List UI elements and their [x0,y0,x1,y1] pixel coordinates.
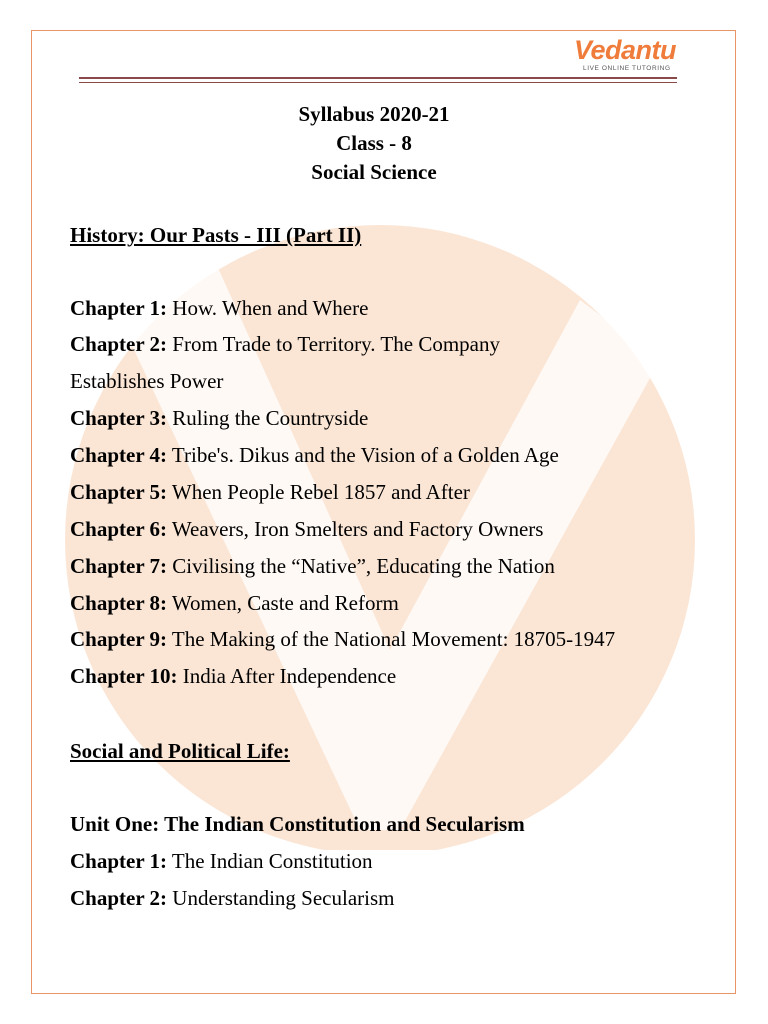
logo-wordmark: Vedantu [574,35,677,65]
chapter-line [70,480,470,504]
chapter-title: Weavers, Iron Smelters and Factory Owners [167,517,544,541]
chapter-label: Chapter 10: [70,664,178,688]
chapter-title: When People Rebel 1857 and After [167,480,470,504]
chapter-label: Chapter 4: [70,443,168,467]
chapter-title: Tribe's. Dikus and the Vision of a Golden Age [167,443,559,467]
chapter-line [70,296,368,320]
chapter-line [70,664,396,688]
chapter-title: How. When and Where [167,296,369,320]
chapter-label: Chapter 3: [70,406,168,430]
chapter-title: The Making of the National Movement: 18705-1947 [167,627,616,651]
header-rule-thin [79,82,677,83]
chapter-title: The Indian Constitution [167,849,373,873]
chapter-title: Ruling the Countryside [167,406,369,430]
chapter-line [70,517,543,541]
chapter-line [70,627,615,651]
chapter-line [70,443,559,467]
chapter-label: Chapter 5: [70,480,168,504]
chapter-continuation [70,369,223,393]
chapter-title: Women, Caste and Reform [167,591,399,615]
chapter-line [70,849,373,873]
history-heading: History: Our Pasts - III (Part II) [70,223,362,247]
chapter-line [70,591,399,615]
class-title: Class - 8 [336,131,412,155]
chapter-title: Civilising the “Native”, Educating the Nation [167,554,555,578]
chapter-title: From Trade to Territory. The Company [167,332,500,356]
chapter-line [70,886,394,910]
chapter-label: Chapter 1: [70,296,168,320]
chapter-label: Chapter 6: [70,517,168,541]
chapter-label: Chapter 8: [70,591,168,615]
chapter-line [70,332,500,356]
chapter-line [70,554,555,578]
civics-heading: Social and Political Life: [70,739,290,763]
chapter-label: Chapter 1: [70,849,168,873]
vedantu-logo [574,34,684,76]
chapter-title: Establishes Power [70,369,224,393]
header-rule [79,77,677,79]
chapter-label: Chapter 2: [70,886,168,910]
chapter-title: India After Independence [177,664,397,688]
chapter-line [70,406,368,430]
logo-tagline: LIVE ONLINE TUTORING [583,65,671,72]
unit-heading: Unit One: The Indian Constitution and Secularism [70,812,525,836]
chapter-label: Chapter 2: [70,332,168,356]
subject-title: Social Science [311,160,437,184]
chapter-label: Chapter 7: [70,554,168,578]
syllabus-title: Syllabus 2020-21 [298,102,450,126]
chapter-title: Understanding Secularism [167,886,395,910]
chapter-label: Chapter 9: [70,627,168,651]
